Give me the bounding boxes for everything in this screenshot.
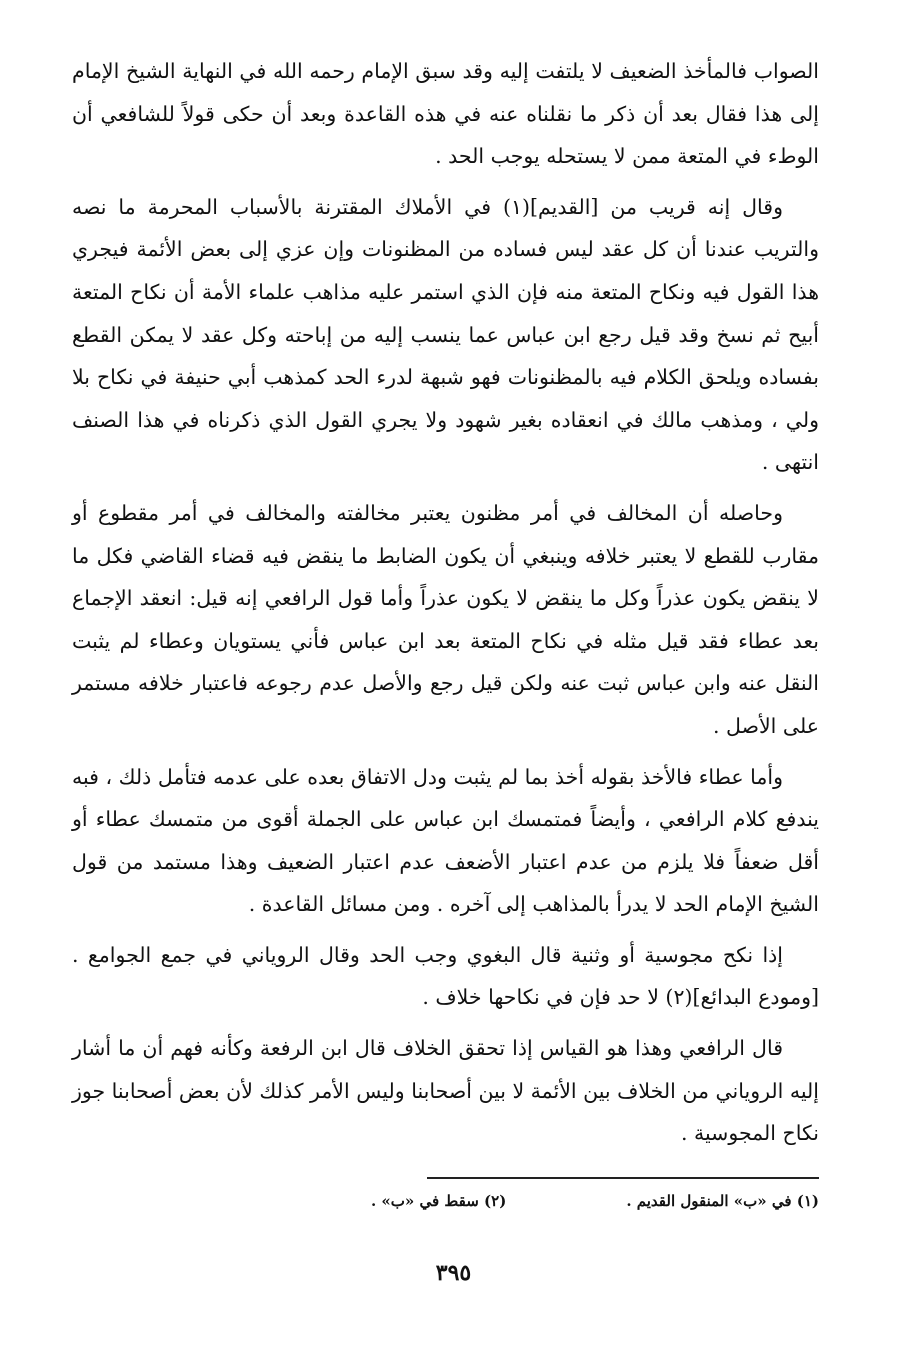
paragraph-2: وقال إنه قريب من [القديم](١) في الأملاك المقترنة بالأسباب المحرمة ما نصه والتريب عندنا أن كل عقد ليس فساده من المظنونات وإن عزي إلى بعض الأئمة فيجري هذا القول فيه ونكاح المتعة منه فإن الذي استمر عليه مذاهب علماء الأمة أن نكاح المتعة أبيح ثم نسخ وقد قيل رجع ابن عباس عما ينسب إليه من إباحته وكل عقد لا يمكن القطع بفساده ويلحق الكلام فيه بالمظنونات فهو شبهة لدرء الحد كمذهب أبي حنيفة في نكاح بلا ولي ، ومذهب مالك في انعقاده بغير شهود ولا يجري القول الذي ذكرناه في هذا الصنف انتهى . [72, 194, 820, 475]
footnote-1: (١) في «ب» المنقول القديم . [626, 1192, 819, 1210]
main-text [72, 50, 819, 1163]
paragraph-3: وحاصله أن المخالف في أمر مظنون يعتبر مخالفته والمخالف في أمر مقطوع أو مقارب للقطع لا يعتبر خلافه وينبغي أن يكون الضابط ما ينقض فيه قضاء القاضي فكل ما لا ينقض يكون عذراً وكل ما ينقض لا يكون عذراً وأما قول الرافعي إنه قيل: انعقد الإجماع بعد عطاء فقد قيل مثله في نكاح المتعة بعد ابن عباس فأني يستويان وعطاء لم يثبت النقل عنه وابن عباس ثبت عنه ولكن قيل رجع والأصل عدم رجوعه فاعتبار خلافه مستمر على الأصل . [72, 500, 819, 738]
footnote-separator [427, 1177, 819, 1179]
paragraph-1: الصواب فالمأخذ الضعيف لا يلتفت إليه وقد سبق الإمام رحمه الله في النهاية الشيخ الإمام إلى هذا فقال بعد أن ذكر ما نقلناه عنه في هذه القاعدة وبعد أن حكى قولاً للشافعي أن الوطء في المتعة ممن لا يستحله يوجب الحد . [72, 59, 819, 169]
page-number: ٣٩٥ [435, 1260, 472, 1286]
footnote-2: (٢) سقط في «ب» . [370, 1192, 507, 1210]
paragraph-5: إذا نكح مجوسية أو وثنية قال البغوي وجب الحد وقال الروياني في جمع الجوامع . [ومودع البدائع](٢) لا حد فإن في نكاحها خلاف . [72, 942, 819, 1010]
paragraph-6: قال الرافعي وهذا هو القياس إذا تحقق الخلاف قال ابن الرفعة وكأنه فهم أن ما أشار إليه الروياني من الخلاف بين الأئمة لا بين أصحابنا وليس الأمر كذلك لأن بعض أصحابنا جوز نكاح المجوسية . [72, 1036, 819, 1146]
paragraph-4: وأما عطاء فالأخذ بقوله أخذ بما لم يثبت ودل الاتفاق بعده على عدمه فتأمل ذلك ، فبه يندفع كلام الرافعي ، وأيضاً فمتمسك ابن عباس على الجملة أقوى من متمسك عطاء أو أقل ضعفاً فلا يلزم من عدم اعتبار الأضعف عدم اعتبار الضعيف وهذا مستمد من قول الشيخ الإمام الحد لا يدرأ بالمذاهب إلى آخره . ومن مسائل القاعدة . [72, 764, 819, 917]
footnotes [299, 1192, 819, 1210]
